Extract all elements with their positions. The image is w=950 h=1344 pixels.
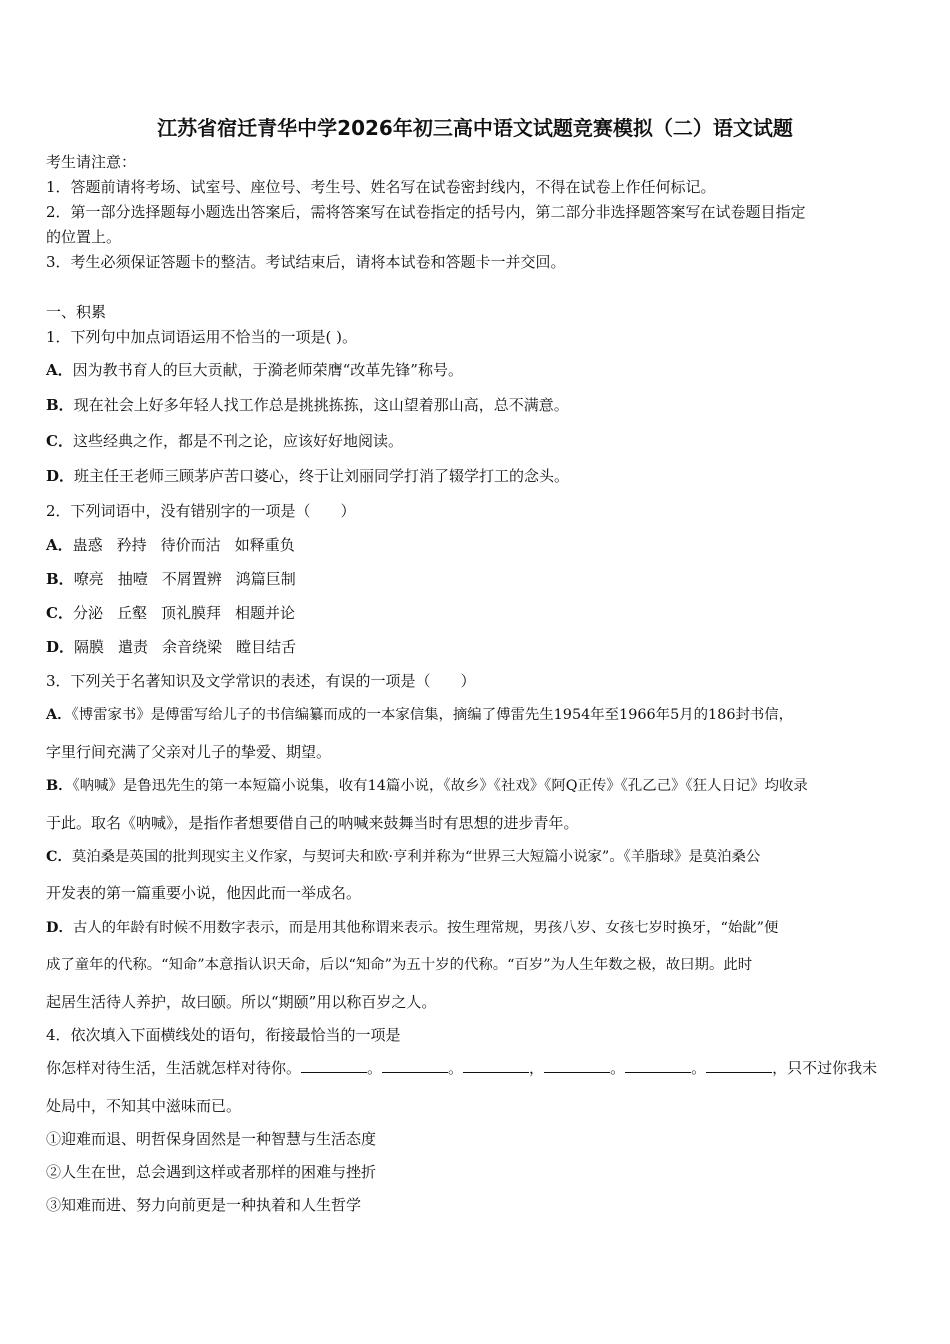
question-3-line [46,918,778,938]
answer-blank[interactable] [463,1058,529,1073]
question-3-line [46,883,361,903]
option-label: B． [46,396,74,414]
option-text: 古人的年龄有时候不用数字表示，而是用其他称谓来表示。按生理常规，男孩八岁、女孩七岁时换牙，“始龀”便 [72,920,779,936]
option-label: C． [46,604,73,622]
option-word: 待价而沽 [160,536,221,554]
passage-text: 你怎样对待生活，生活就怎样对待你。 [46,1059,302,1077]
option-label: C． [46,432,73,450]
page-title: 江苏省宿迁青华中学2026年初三高中语文试题竞赛模拟（二）语文试题 [157,116,793,140]
question-2-stem: 2．下列词语中，没有错别字的一项是（ ） [46,502,356,520]
answer-blank[interactable] [301,1058,367,1073]
question-2-option-b [46,569,296,589]
question-1-option-c [46,431,403,451]
section-heading: 一、积累 [46,303,107,321]
option-word: 顶礼膜拜 [160,604,221,622]
notice-item: 的位置上。 [46,228,122,246]
option-word: 分泌 [72,604,103,622]
option-text: 莫泊桑是英国的批判现实主义作家，与契诃夫和欧·亨利并称为“世界三大短篇小说家”。《羊脂球》是莫泊桑公 [71,849,761,865]
option-label: D． [46,638,75,656]
question-4-item: ①迎难而退、明哲保身固然是一种智慧与生活态度 [46,1130,377,1148]
passage-text: ，只不过你我未 [772,1059,878,1077]
question-1-option-d [46,466,569,486]
option-text: 于此。取名《呐喊》，是指作者想要借自己的呐喊来鼓舞当时有思想的进步青年。 [46,814,579,832]
option-word: 抽噎 [117,570,148,588]
question-2-option-d [46,637,296,657]
option-word: 如释重负 [234,536,295,554]
option-word: 鸿篇巨制 [235,570,296,588]
option-label: A． [46,536,73,554]
question-3-stem: 3．下列关于名著知识及文学常识的表述，有误的一项是（ ） [46,672,476,690]
option-word: 不屑置辨 [161,570,222,588]
option-word: 蛊惑 [72,536,103,554]
option-text: 开发表的第一篇重要小说，他因此而一举成名。 [46,884,362,902]
question-3-line [46,776,808,796]
option-word: 隔膜 [74,638,105,656]
notice-heading: 考生请注意： [46,153,137,171]
option-label: A． [46,361,73,379]
option-word: 矜持 [116,536,147,554]
option-text: 《呐喊》是鲁迅先生的第一本短篇小说集，收有14篇小说，《故乡》《社戏》《阿Q正传》《孔乙己》《狂人日记》均收录 [72,778,808,794]
question-2-option-a [46,535,295,555]
option-text: 现在社会上好多年轻人找工作总是挑挑拣拣，这山望着那山高，总不满意。 [73,396,569,414]
option-word: 丘壑 [116,604,147,622]
question-3-line [46,847,760,867]
question-1-option-a [46,360,463,380]
option-text: 这些经典之作，都是不刊之论，应该好好地阅读。 [72,432,403,450]
option-word: 相题并论 [235,604,296,622]
question-4-stem: 4．依次填入下面横线处的语句，衔接最恰当的一项是 [46,1026,401,1044]
answer-blank[interactable] [625,1058,691,1073]
question-3-line [46,742,331,762]
option-label: B． [46,570,74,588]
question-4-passage: 你怎样对待生活，生活就怎样对待你。 。 。 ， 。 。 ，只不过你我未 [46,1059,878,1077]
option-word: 余音绕梁 [162,638,223,656]
question-2-option-c [46,603,295,623]
notice-item: 3．考生必须保证答题卡的整洁。考试结束后，请将本试卷和答题卡一并交回。 [46,253,566,271]
option-word: 嘹亮 [73,570,104,588]
question-3-line [46,992,436,1012]
option-label: C． [46,848,72,865]
question-4-item: ②人生在世，总会遇到这样或者那样的困难与挫折 [46,1163,377,1181]
option-label: D． [46,919,73,936]
question-1-option-b [46,395,569,415]
question-4-passage: 处局中，不知其中滋味而已。 [46,1097,242,1115]
option-text: 成了童年的代称。“知命”本意指认识天命，后以“知命”为五十岁的代称。“百岁”为人生年数之极，故曰期。此时 [46,957,753,973]
option-text: 字里行间充满了父亲对儿子的挚爱、期望。 [46,743,332,761]
question-3-line [46,705,793,725]
option-text: 班主任王老师三顾茅庐苦口婆心，终于让刘丽同学打消了辍学打工的念头。 [74,467,570,485]
answer-blank[interactable] [544,1058,610,1073]
question-3-line [46,813,579,833]
answer-blank[interactable] [706,1058,772,1073]
option-text: 起居生活待人养护，故曰颐。所以“期颐”用以称百岁之人。 [46,993,437,1011]
notice-item: 2．第一部分选择题每小题选出答案后，需将答案写在试卷指定的括号内，第二部分非选择题答案写在试卷题目指定 [46,203,806,221]
question-1-stem: 1．下列句中加点词语运用不恰当的一项是( )。 [46,328,358,346]
answer-blank[interactable] [382,1058,448,1073]
option-label: A． [46,706,72,723]
option-label: D． [46,467,75,485]
option-word: 遣责 [118,638,149,656]
option-word: 瞠目结舌 [236,638,297,656]
question-3-line [46,955,752,975]
option-label: B． [46,777,73,794]
notice-item: 1．答题前请将考场、试室号、座位号、考生号、姓名写在试卷密封线内，不得在试卷上作任何标记。 [46,178,716,196]
question-4-item: ③知难而进、努力向前更是一种执着和人生哲学 [46,1196,362,1214]
option-text: 《博雷家书》是傅雷写给儿子的书信编纂而成的一本家信集，摘编了傅雷先生1954年至1966年5月的186封书信， [71,707,794,723]
option-text: 因为教书育人的巨大贡献，于漪老师荣膺“改革先锋”称号。 [72,361,463,379]
